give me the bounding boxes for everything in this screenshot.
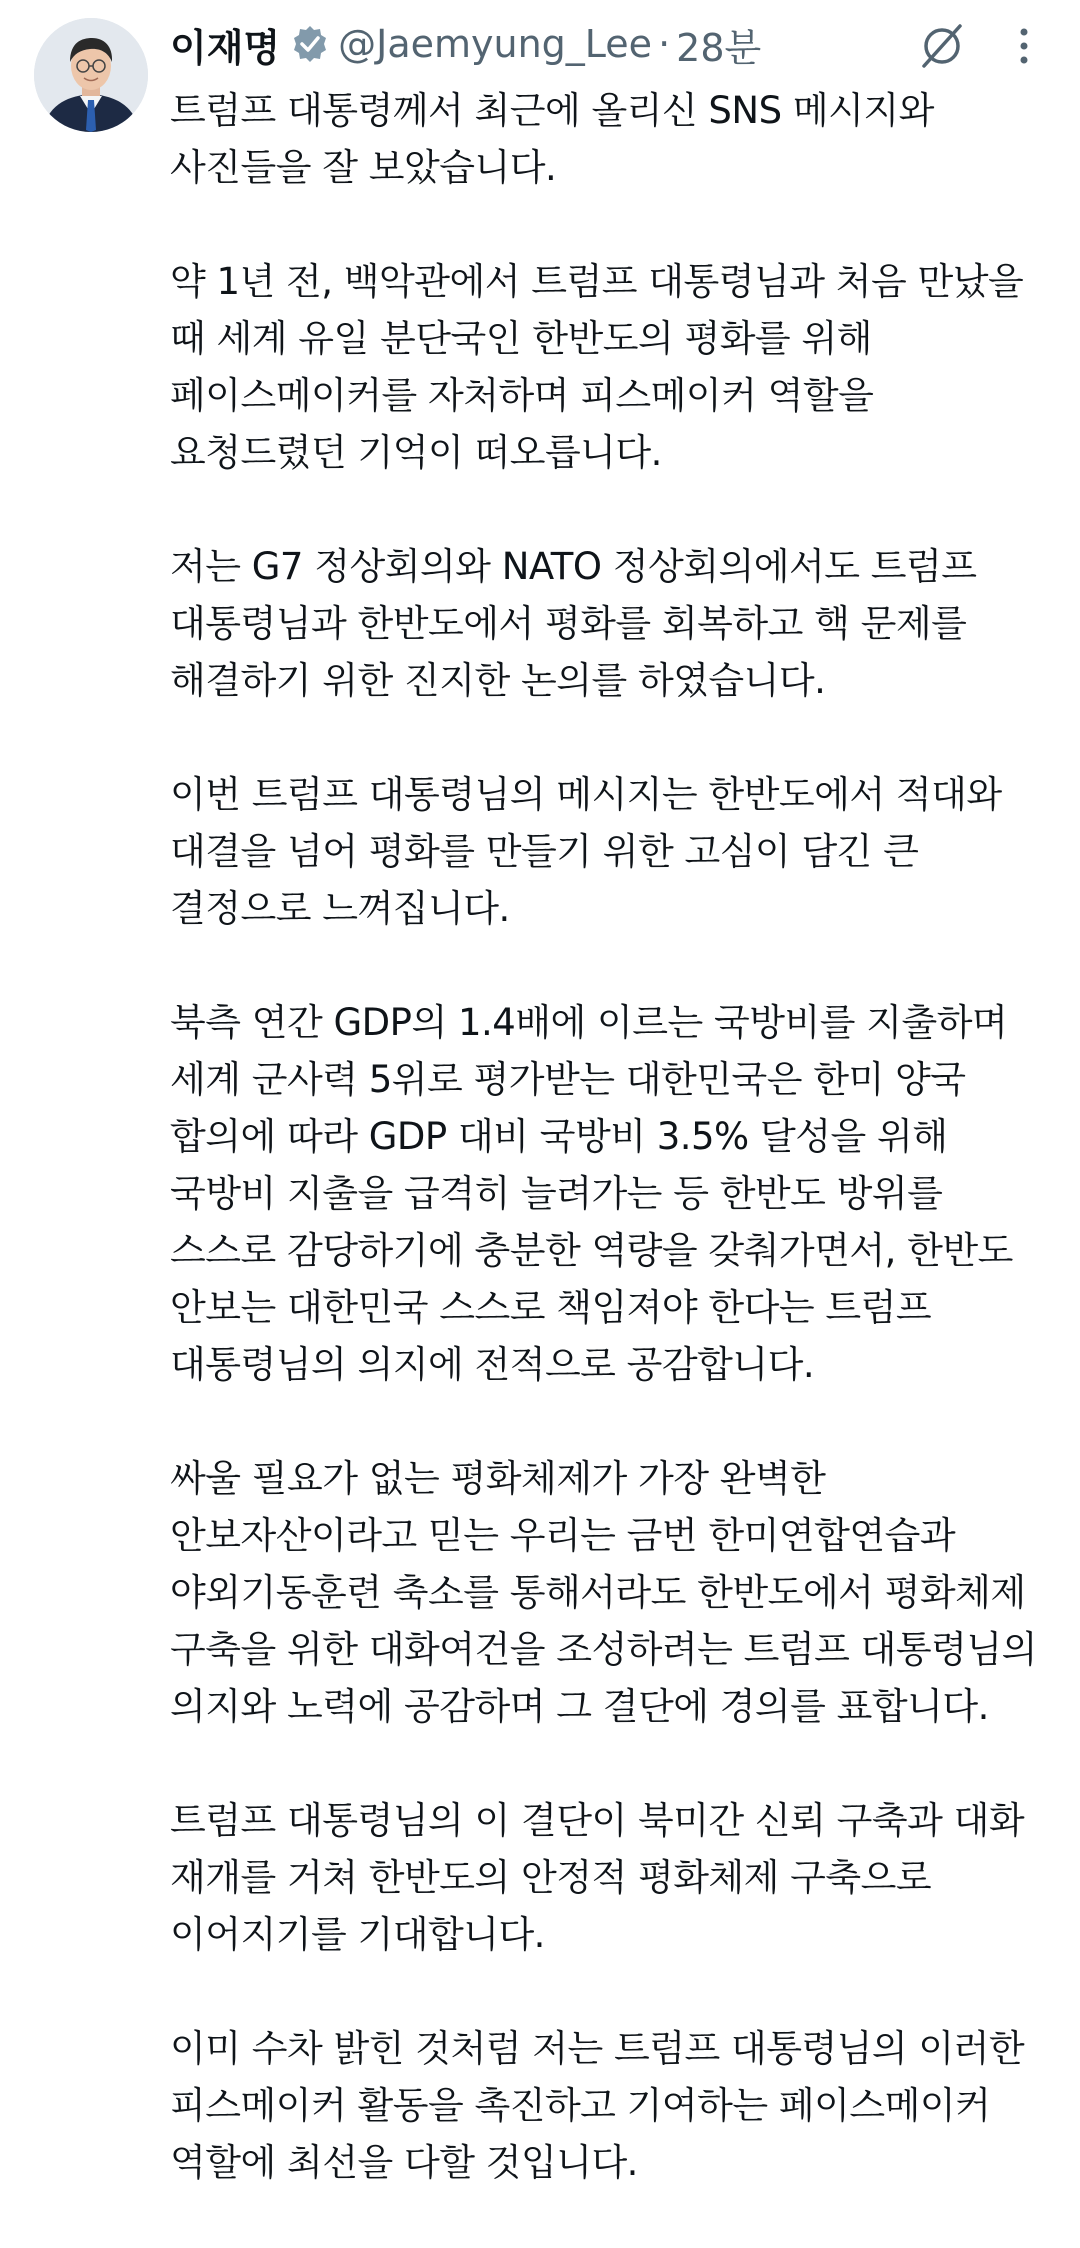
- tweet-text: [170, 82, 1070, 2248]
- tweet-text-line: 이번 트럼프 대통령님의 메시지는 한반도에서 적대와: [170, 773, 1002, 816]
- tweet-text-line: 피스메이커 활동을 촉진하고 기여하는 페이스메이커: [170, 2084, 991, 2127]
- tweet-text-line: 트럼프 대통령께서 최근에 올리신 SNS 메시지와: [170, 89, 934, 132]
- tweet-text-line: 대통령님의 의지에 전적으로 공감합니다.: [170, 1343, 815, 1386]
- avatar[interactable]: [34, 18, 148, 132]
- tweet-text-line: 저는 G7 정상회의와 NATO 정상회의에서도 트럼프: [170, 545, 977, 588]
- tweet-text-line: 결정으로 느껴집니다.: [170, 887, 510, 930]
- avatar-image: [34, 18, 148, 132]
- tweet-text-line: 요청드렸던 기억이 떠오릅니다.: [170, 431, 662, 474]
- tweet-text-line: 구축을 위한 대화여건을 조성하려는 트럼프 대통령님의: [170, 1628, 1037, 1671]
- tweet-text-line: 안보자산이라고 믿는 우리는 금번 한미연합연습과: [170, 1514, 956, 1557]
- tweet-text-line: 북측 연간 GDP의 1.4배에 이르는 국방비를 지출하며: [170, 1001, 1008, 1044]
- tweet-text-line: 대결을 넘어 평화를 만들기 위한 고심이 담긴 큰: [170, 830, 919, 873]
- tweet-text-line: 야외기동훈련 축소를 통해서라도 한반도에서 평화체제: [170, 1571, 1026, 1614]
- tweet-paragraph: [170, 538, 1070, 709]
- tweet-paragraph: [170, 1450, 1070, 1735]
- tweet-text-line: 사진들을 잘 보았습니다.: [170, 146, 557, 189]
- tweet-text-line: 대통령님과 한반도에서 평화를 회복하고 핵 문제를: [170, 602, 967, 645]
- tweet-text-line: 합의에 따라 GDP 대비 국방비 3.5% 달성을 위해: [170, 1115, 948, 1158]
- tweet-paragraph: [170, 253, 1070, 481]
- tweet-text-line: 역할에 최선을 다할 것입니다.: [170, 2141, 638, 2184]
- author-name[interactable]: 이재명: [170, 25, 281, 70]
- tweet-text-line: 세계 군사력 5위로 평가받는 대한민국은 한미 양국: [170, 1058, 966, 1101]
- tweet-text-line: 국방비 지출을 급격히 늘려가는 등 한반도 방위를: [170, 1172, 943, 1215]
- tweet-text-line: 스스로 감당하기에 충분한 역량을 갖춰가면서, 한반도: [170, 1229, 1013, 1272]
- tweet-text-line: 안보는 대한민국 스스로 책임져야 한다는 트럼프: [170, 1286, 932, 1329]
- separator-dot: ·: [658, 22, 671, 66]
- tweet-paragraph: [170, 766, 1070, 937]
- tweet-text-line: 재개를 거쳐 한반도의 안정적 평화체제 구축으로: [170, 1856, 932, 1899]
- tweet-text-line: 때 세계 유일 분단국인 한반도의 평화를 위해: [170, 317, 872, 360]
- author-handle[interactable]: @Jaemyung_Lee: [338, 22, 653, 66]
- tweet-text-line: 이어지기를 기대합니다.: [170, 1913, 545, 1956]
- more-options-icon[interactable]: [1012, 20, 1036, 72]
- tweet-text-line: 트럼프 대통령님의 이 결단이 북미간 신뢰 구축과 대화: [170, 1799, 1025, 1842]
- verified-badge-icon: [290, 24, 330, 64]
- grok-icon[interactable]: [916, 20, 968, 72]
- tweet-text-line: 싸울 필요가 없는 평화체제가 가장 완벽한: [170, 1457, 826, 1500]
- tweet-text-line: 페이스메이커를 자처하며 피스메이커 역할을: [170, 374, 874, 417]
- tweet-text-line: 의지와 노력에 공감하며 그 결단에 경의를 표합니다.: [170, 1685, 989, 1728]
- tweet-text-line: 약 1년 전, 백악관에서 트럼프 대통령님과 처음 만났을: [170, 260, 1024, 303]
- tweet-paragraph: [170, 1792, 1070, 1963]
- tweet-paragraph: [170, 82, 1070, 196]
- tweet-text-line: 해결하기 위한 진지한 논의를 하였습니다.: [170, 659, 826, 702]
- tweet-paragraph: [170, 994, 1070, 1393]
- tweet-paragraph: [170, 2020, 1070, 2191]
- tweet-text-line: 이미 수차 밝힌 것처럼 저는 트럼프 대통령님의 이러한: [170, 2027, 1025, 2070]
- tweet-header: [170, 16, 761, 72]
- timestamp[interactable]: 28분: [676, 25, 762, 70]
